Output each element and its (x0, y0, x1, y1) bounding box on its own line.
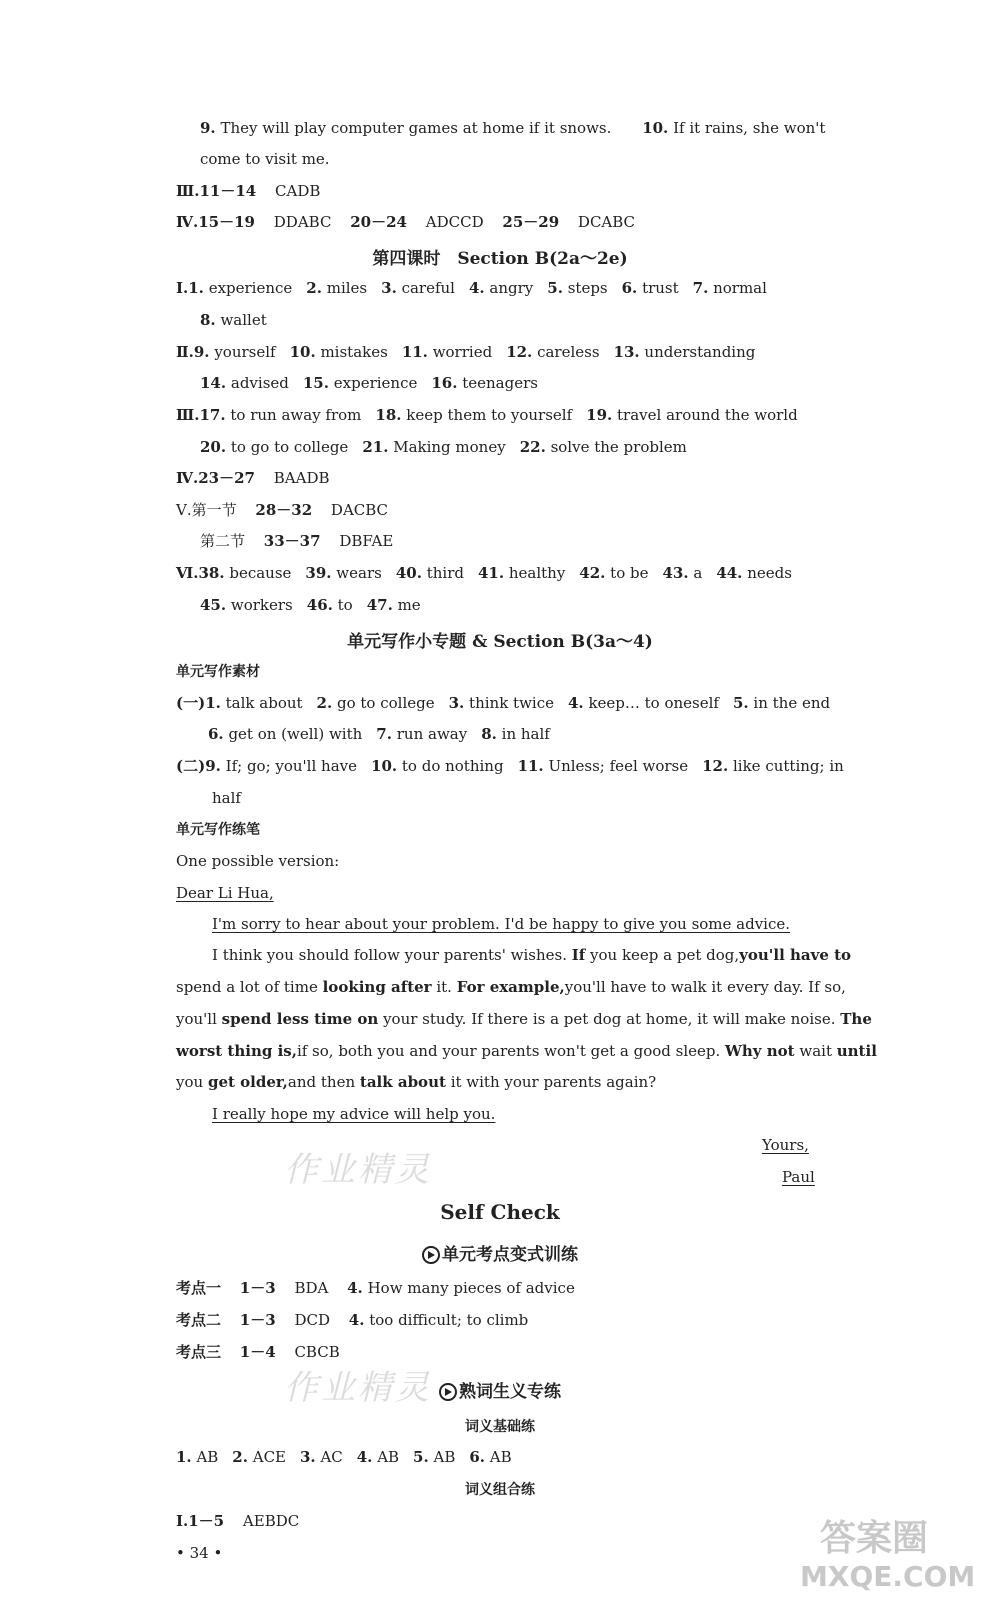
item-number: 6. (469, 1448, 486, 1466)
item-number: 12. (506, 343, 533, 361)
page-number: • 34 • (176, 1544, 223, 1562)
item-number: 1. (176, 1448, 192, 1466)
letter-line: spend a lot of time looking after it. For example,you'll have to walk it every day. If so, (176, 978, 846, 996)
item-answer: because (224, 564, 292, 582)
letter-signature: Paul (782, 1168, 815, 1186)
item-number: 2. (306, 279, 322, 297)
letter-signoff: Yours, (762, 1136, 809, 1154)
answer-line: Ⅴ.第一节 28－32 DACBC (176, 501, 389, 519)
item-number: 17. (199, 406, 226, 424)
sub-heading: 单元写作素材 (176, 664, 260, 680)
answer-line: Ⅲ.11－14 CADB (176, 182, 321, 200)
item-answer: understanding (639, 343, 756, 361)
item-answer: ACE (247, 1448, 286, 1466)
item-answer: to go to college (226, 438, 349, 456)
item-number: 15. (302, 374, 329, 392)
item-answer: workers (226, 596, 293, 614)
item-number: 42. (579, 564, 606, 582)
answer-line (176, 756, 844, 776)
item-number: 22. (519, 438, 546, 456)
item-number: 40. (395, 564, 422, 582)
item-answer: healthy (504, 564, 566, 582)
item-answer: yourself (209, 343, 276, 361)
item-answer: normal (708, 279, 767, 297)
item-answer: worried (427, 343, 493, 361)
item-answer: AB (191, 1448, 219, 1466)
item-number: 12. (702, 757, 729, 775)
section-title: Self Check (440, 1200, 560, 1224)
item-number: 4. (568, 694, 584, 712)
answer-line: come to visit me. (200, 150, 330, 168)
item-answer: to do nothing (397, 757, 504, 775)
item-number: 43. (662, 564, 689, 582)
item-number: 11. (401, 343, 428, 361)
item-number: 3. (381, 279, 397, 297)
answer-line: 第二节 33－37 DBFAE (200, 532, 394, 550)
item-answer: AB (485, 1448, 512, 1466)
roman-label: (一) (176, 694, 206, 712)
roman-label: Ⅲ. (176, 406, 200, 424)
roman-label: Ⅱ. (176, 343, 194, 361)
item-answer: steps (562, 279, 608, 297)
answer-line: 9. They will play computer games at home if it snows. 10. If it rains, she won't (200, 119, 826, 137)
answer-line (200, 437, 687, 457)
item-answer: to (332, 596, 353, 614)
item-answer: AB (372, 1448, 400, 1466)
answer-line (200, 373, 538, 393)
item-answer: run away (391, 725, 468, 743)
item-answer: AC (315, 1448, 343, 1466)
watermark: 作业精灵 (284, 1150, 432, 1190)
item-number: 2. (232, 1448, 248, 1466)
letter-line: worst thing is,if so, both you and your parents won't get a good sleep. Why not wait until (176, 1042, 877, 1060)
answer-line: Ⅳ.23－27 BAADB (176, 469, 330, 487)
item-number: 7. (376, 725, 392, 743)
item-number: 5. (732, 694, 749, 712)
answer-line: half (212, 789, 241, 807)
vocab-title: 熟词生义专练 (0, 1377, 1000, 1402)
section-title: 第四课时 Section B(2a～2e) (372, 249, 628, 269)
answer-line (176, 1447, 512, 1467)
item-number: 4. (356, 1448, 373, 1466)
item-answer: a (688, 564, 703, 582)
watermark: 作业精灵 (284, 1368, 432, 1408)
item-number: 7. (692, 279, 709, 297)
answer-line (200, 595, 421, 615)
letter-line: I think you should follow your parents' wishes. If you keep a pet dog,you'll have to (212, 946, 852, 964)
answer-line: Ⅳ.15－19 DDABC 20－24 ADCCD 25－29 DCABC (176, 213, 636, 231)
section-title: 单元写作小专题 & Section B(3a～4) (347, 632, 653, 652)
item-answer: to run away from (225, 406, 362, 424)
version-label: One possible version: (176, 852, 340, 870)
item-answer: go to college (332, 694, 435, 712)
item-number: 19. (586, 406, 613, 424)
item-number: 44. (716, 564, 743, 582)
item-answer: keep… to oneself (583, 694, 719, 712)
roman-label: (二) (176, 757, 206, 775)
item-number: 16. (431, 374, 458, 392)
letter-closing: I really hope my advice will help you. (212, 1105, 496, 1123)
item-answer: advised (226, 374, 289, 392)
item-answer: talk about (220, 694, 303, 712)
item-number: 2. (316, 694, 333, 712)
item-answer: mistakes (315, 343, 388, 361)
train-title: 单元考点变式训练 (0, 1240, 1000, 1265)
answer-line (176, 405, 798, 425)
item-number: 18. (375, 406, 402, 424)
answer-line (208, 724, 550, 744)
item-answer: in half (496, 725, 550, 743)
item-number: 9. (193, 343, 210, 361)
item-number: 3. (448, 694, 465, 712)
answer-line (176, 693, 830, 713)
item-number: 45. (200, 596, 227, 614)
item-answer: get on (well) with (223, 725, 363, 743)
answer-line: 考点三 1－4 CBCB (176, 1343, 340, 1361)
item-number: 13. (613, 343, 640, 361)
item-answer: wallet (215, 311, 267, 329)
item-number: 9. (205, 757, 221, 775)
item-answer: miles (321, 279, 368, 297)
answer-line (176, 278, 767, 298)
item-number: 39. (305, 564, 332, 582)
item-answer: If; go; you'll have (220, 757, 358, 775)
item-number: 5. (547, 279, 563, 297)
item-number: 14. (200, 374, 227, 392)
item-number: 1. (188, 279, 204, 297)
item-number: 6. (208, 725, 224, 743)
item-answer: Unless; feel worse (543, 757, 689, 775)
item-number: 46. (306, 596, 333, 614)
item-answer: teenagers (457, 374, 538, 392)
item-number: 41. (477, 564, 505, 582)
item-answer: keep them to yourself (401, 406, 573, 424)
item-number: 10. (289, 343, 316, 361)
answer-line: 考点一 1－3 BDA 4. How many pieces of advice (176, 1279, 575, 1297)
item-answer: wears (331, 564, 382, 582)
item-answer: needs (742, 564, 792, 582)
item-answer: careless (532, 343, 600, 361)
sub-heading: 词义基础练 (465, 1419, 535, 1435)
arrow-right-icon (422, 1246, 440, 1264)
item-number: 1. (205, 694, 221, 712)
answer-line: Ⅰ.1－5 AEBDC (176, 1512, 300, 1530)
item-number: 5. (413, 1448, 429, 1466)
item-answer: in the end (748, 694, 831, 712)
item-answer: to be (605, 564, 649, 582)
item-number: 6. (621, 279, 638, 297)
letter-opening: I'm sorry to hear about your problem. I'd be happy to give you some advice. (212, 915, 791, 933)
item-answer: like cutting; in (728, 757, 844, 775)
item-number: 3. (300, 1448, 316, 1466)
item-answer: me (392, 596, 421, 614)
letter-line: you'll spend less time on your study. If there is a pet dog at home, it will make noise. The (176, 1010, 872, 1028)
answer-line (200, 310, 267, 330)
item-answer: angry (484, 279, 534, 297)
letter-salutation: Dear Li Hua, (176, 884, 274, 902)
item-number: 11. (517, 757, 544, 775)
item-answer: careful (396, 279, 455, 297)
item-answer: third (421, 564, 464, 582)
item-number: 38. (198, 564, 225, 582)
item-number: 4. (468, 279, 485, 297)
item-answer: think twice (464, 694, 554, 712)
answer-line (176, 342, 755, 362)
item-number: 8. (481, 725, 497, 743)
item-number: 47. (366, 596, 393, 614)
item-answer: travel around the world (612, 406, 798, 424)
roman-label: Ⅰ. (176, 279, 189, 297)
item-answer: solve the problem (545, 438, 687, 456)
letter-line: you get older,and then talk about it with your parents again? (176, 1073, 657, 1091)
item-answer: experience (328, 374, 418, 392)
item-number: 10. (371, 757, 398, 775)
item-number: 8. (200, 311, 216, 329)
item-number: 21. (362, 438, 389, 456)
answer-line (176, 563, 792, 583)
roman-label: Ⅵ. (176, 564, 199, 582)
site-logo-url: MXQE.COM (800, 1560, 976, 1593)
item-number: 20. (200, 438, 227, 456)
sub-heading: 词义组合练 (465, 1482, 535, 1498)
item-answer: AB (428, 1448, 456, 1466)
item-answer: trust (637, 279, 679, 297)
item-answer: Making money (388, 438, 506, 456)
site-logo: 答案圈 (820, 1517, 929, 1559)
arrow-right-icon (439, 1383, 457, 1401)
sub-heading: 单元写作练笔 (176, 822, 260, 838)
answer-line: 考点二 1－3 DCD 4. too difficult; to climb (176, 1311, 529, 1329)
item-answer: experience (203, 279, 293, 297)
